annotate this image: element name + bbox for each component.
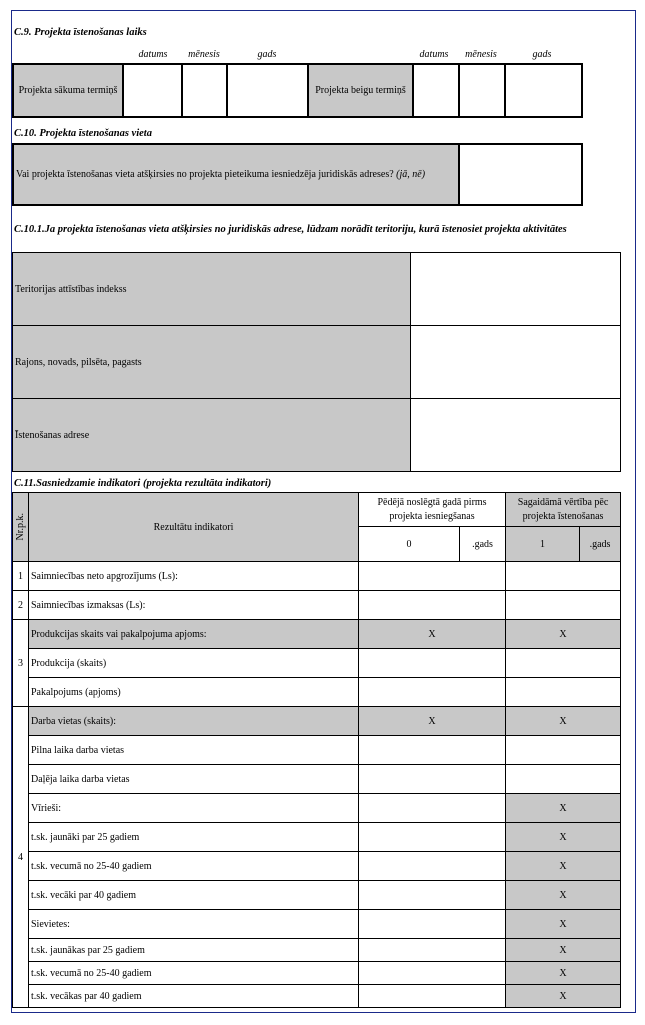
after-value-field[interactable]	[506, 649, 621, 678]
c9-table	[12, 63, 583, 118]
indicator-row	[13, 985, 621, 1008]
after-x-mark: X	[506, 852, 621, 881]
end-month-field[interactable]	[459, 64, 505, 117]
indicator-label: Pilna laika darba vietas	[29, 736, 359, 765]
indicator-label: Sievietes:	[29, 910, 359, 939]
indicator-row	[13, 620, 621, 649]
end-day-field[interactable]	[413, 64, 459, 117]
indicator-row	[13, 881, 621, 910]
before-value-field[interactable]	[359, 678, 506, 707]
after-header: Sagaidāmā vērtība pēc projekta īstenošanas	[506, 493, 621, 527]
indicator-row	[13, 707, 621, 736]
location-question-hint: (jā, nē)	[396, 168, 426, 180]
indicator-label: Produkcija (skaits)	[29, 649, 359, 678]
indicator-row	[13, 736, 621, 765]
address-label: Īstenošanas adrese	[13, 399, 411, 472]
c10-1-table	[12, 252, 621, 472]
location-question-text: Vai projekta īstenošanas vieta atšķirsies no projekta pieteikuma iesniedzēja juridiskās adreses?	[16, 168, 394, 180]
indicator-label: Pakalpojums (apjoms)	[29, 678, 359, 707]
nr-header-text: Nr.p.k.	[15, 513, 26, 541]
indicator-row	[13, 939, 621, 962]
indicator-row	[13, 765, 621, 794]
before-value-field[interactable]	[359, 881, 506, 910]
indicator-label: Darba vietas (skaits):	[29, 707, 359, 736]
end-month-header: mēnesis	[465, 49, 497, 60]
indicator-row	[13, 852, 621, 881]
start-year-field[interactable]	[227, 64, 308, 117]
after-value-field[interactable]	[506, 765, 621, 794]
indicator-label: t.sk. vecāki par 40 gadiem	[29, 881, 359, 910]
location-answer-field[interactable]	[459, 144, 582, 205]
indicator-label: t.sk. vecumā no 25-40 gadiem	[29, 852, 359, 881]
section-c11-title: C.11.Sasniedzamie indikatori (projekta rezultāta indikatori)	[14, 478, 272, 489]
row-number: 3	[13, 620, 29, 707]
after-year-suffix: .gads	[580, 527, 621, 562]
territory-index-field[interactable]	[411, 253, 621, 326]
after-x-mark: X	[506, 823, 621, 852]
after-x-mark: X	[506, 962, 621, 985]
district-label: Rajons, novads, pilsēta, pagasts	[13, 326, 411, 399]
row-number: 4	[13, 707, 29, 1008]
before-value-field[interactable]	[359, 852, 506, 881]
after-value-field[interactable]	[506, 736, 621, 765]
row-number: 1	[13, 562, 29, 591]
indicator-label: t.sk. vecumā no 25-40 gadiem	[29, 962, 359, 985]
after-x-mark: X	[506, 620, 621, 649]
nr-header	[13, 493, 29, 562]
after-year-value: 1	[506, 527, 580, 562]
before-value-field[interactable]	[359, 649, 506, 678]
after-x-mark: X	[506, 985, 621, 1008]
before-year-value: 0	[359, 527, 460, 562]
after-value-field[interactable]	[506, 678, 621, 707]
indicator-label: t.sk. vecākas par 40 gadiem	[29, 985, 359, 1008]
before-year-suffix: .gads	[460, 527, 506, 562]
end-day-header: datums	[419, 49, 449, 60]
before-value-field[interactable]	[359, 794, 506, 823]
after-value-field[interactable]	[506, 591, 621, 620]
before-value-field[interactable]	[359, 591, 506, 620]
after-x-mark: X	[506, 707, 621, 736]
address-field[interactable]	[411, 399, 621, 472]
indicator-row	[13, 823, 621, 852]
after-value-field[interactable]	[506, 562, 621, 591]
before-value-field[interactable]	[359, 985, 506, 1008]
section-c10-title: C.10. Projekta īstenošanas vieta	[14, 128, 152, 139]
after-x-mark: X	[506, 910, 621, 939]
indicator-label: Produkcijas skaits vai pakalpojuma apjoms:	[29, 620, 359, 649]
indicator-label: Vīrieši:	[29, 794, 359, 823]
indicator-label: Daļēja laika darba vietas	[29, 765, 359, 794]
before-value-field[interactable]	[359, 910, 506, 939]
before-value-field[interactable]	[359, 962, 506, 985]
end-term-label: Projekta beigu termiņš	[308, 64, 413, 117]
location-question	[13, 144, 459, 205]
start-month-header: mēnesis	[188, 49, 220, 60]
after-x-mark: X	[506, 881, 621, 910]
before-x-mark: X	[359, 620, 506, 649]
before-value-field[interactable]	[359, 736, 506, 765]
indicator-row	[13, 678, 621, 707]
indicators-header: Rezultātu indikatori	[29, 493, 359, 562]
before-value-field[interactable]	[359, 562, 506, 591]
c10-table	[12, 143, 583, 206]
before-x-mark: X	[359, 707, 506, 736]
start-year-header: gads	[257, 49, 277, 60]
start-day-header: datums	[138, 49, 168, 60]
indicator-row	[13, 649, 621, 678]
indicator-row	[13, 562, 621, 591]
after-x-mark: X	[506, 939, 621, 962]
before-header: Pēdējā noslēgtā gadā pirms projekta iesniegšanas	[359, 493, 506, 527]
section-c9-title: C.9. Projekta īstenošanas laiks	[14, 27, 147, 38]
before-value-field[interactable]	[359, 939, 506, 962]
start-month-field[interactable]	[182, 64, 227, 117]
territory-index-label: Teritorijas attīstības indekss	[13, 253, 411, 326]
indicator-label: Saimniecības neto apgrozījums (Ls):	[29, 562, 359, 591]
after-x-mark: X	[506, 794, 621, 823]
indicator-label: t.sk. jaunākas par 25 gadiem	[29, 939, 359, 962]
end-year-header: gads	[532, 49, 552, 60]
before-value-field[interactable]	[359, 765, 506, 794]
district-field[interactable]	[411, 326, 621, 399]
indicators-table	[12, 492, 621, 1008]
row-number: 2	[13, 591, 29, 620]
indicator-row	[13, 910, 621, 939]
indicator-row	[13, 794, 621, 823]
indicator-row	[13, 962, 621, 985]
before-value-field[interactable]	[359, 823, 506, 852]
start-day-field[interactable]	[123, 64, 182, 117]
indicator-label: Saimniecības izmaksas (Ls):	[29, 591, 359, 620]
indicator-label: t.sk. jaunāki par 25 gadiem	[29, 823, 359, 852]
section-c10-1-title: C.10.1.Ja projekta īstenošanas vieta atšķirsies no juridiskās adrese, lūdzam norādīt teritoriju, kurā īstenosiet projekta aktivitātes	[14, 224, 567, 235]
end-year-field[interactable]	[505, 64, 582, 117]
indicator-row	[13, 591, 621, 620]
start-term-label: Projekta sākuma termiņš	[13, 64, 123, 117]
